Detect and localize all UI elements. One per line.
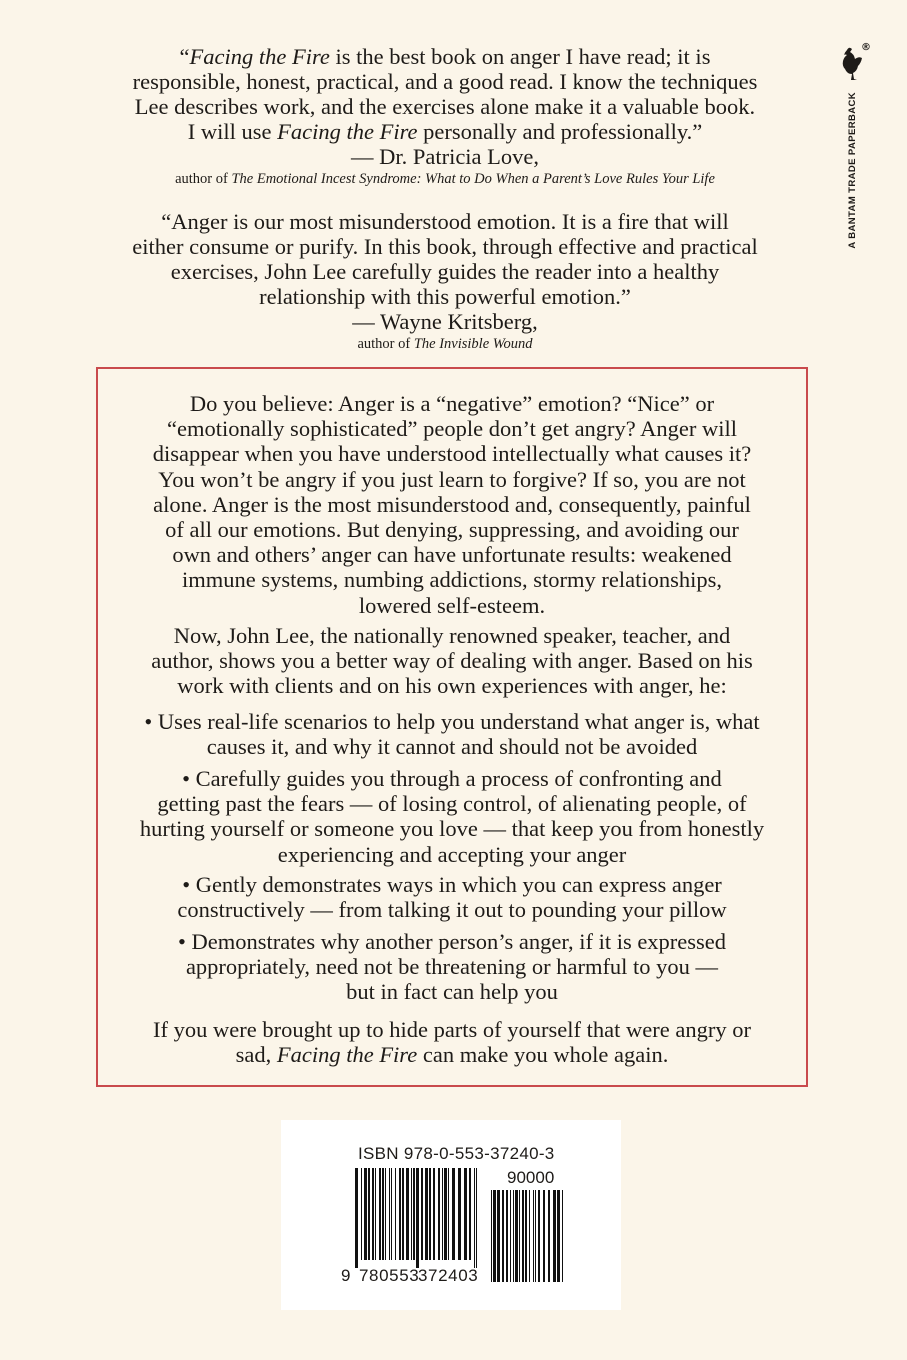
barcode-bar (553, 1190, 556, 1282)
barcode-bar (515, 1190, 518, 1282)
barcode-bar (406, 1168, 409, 1260)
isbn-label: ISBN 978-0-553-37240-3 (358, 1144, 555, 1163)
barcode-bar (543, 1190, 545, 1282)
barcode-bar (395, 1168, 396, 1260)
barcode-bar (535, 1190, 536, 1282)
rooster-icon (839, 42, 871, 82)
barcode-bar (421, 1168, 423, 1260)
quote-body: “Anger is our most misunderstood emotion. It is a fire that will either consume or purify. In this book, through effective and practical exercises, John Lee carefully guides the reader into a healthy relationship with this powerful emotion.” (132, 209, 758, 309)
endorsement-quote-kritsberg (100, 209, 790, 354)
barcode-bar (548, 1190, 550, 1282)
barcode-bar (464, 1168, 467, 1260)
barcode-bar (385, 1168, 386, 1260)
barcode-bar (448, 1168, 449, 1260)
barcode-bar (433, 1168, 435, 1260)
barcode-bar (391, 1168, 392, 1260)
barcode-bar (502, 1190, 504, 1282)
barcode-bar (506, 1190, 508, 1282)
barcode-bar (476, 1168, 477, 1268)
barcode-bar (493, 1190, 496, 1282)
barcode-bar (425, 1168, 428, 1260)
barcode-bar (469, 1168, 471, 1260)
price-code: 90000 (507, 1168, 555, 1187)
quote-body: “Facing the Fire is the best book on anger I have read; it is responsible, honest, practical, and a good read. I know the techniques Lee describes work, and the exercises alone make it a valuable book. I will use Facing the Fire personally and professionally.” (132, 44, 758, 144)
publisher-mark (837, 42, 871, 249)
author-credit: author of The Emotional Incest Syndrome: What to Do When a Parent’s Love Rules Your Life (175, 171, 715, 187)
barcode-bar (458, 1168, 461, 1260)
barcode-bar (474, 1168, 475, 1268)
barcode-bar (399, 1168, 401, 1260)
barcode-bar (429, 1168, 431, 1260)
barcode-bar (413, 1168, 415, 1260)
barcode-panel (281, 1120, 621, 1310)
barcode-bar (557, 1190, 560, 1282)
barcode-bar (372, 1168, 374, 1260)
barcode-bar (438, 1168, 440, 1260)
barcode-bar (529, 1190, 530, 1282)
book-title: Facing the Fire (276, 1042, 418, 1068)
closing-paragraph: If you were brought up to hide parts of yourself that were angry or sad, Facing the Fire can make you whole again. (153, 1017, 751, 1068)
barcode-bar (442, 1168, 443, 1260)
registered-mark: ® (861, 42, 871, 53)
barcode-bar (375, 1168, 376, 1260)
barcode-bar (416, 1168, 419, 1268)
quote-attribution: — Wayne Kritsberg, (352, 309, 538, 334)
barcode-bar (402, 1168, 404, 1260)
author-paragraph: Now, John Lee, the nationally renowned speaker, teacher, and author, shows you a better way of dealing with anger. Based on his work with clients and on his own experiences with anger, he: (151, 623, 753, 699)
barcode-bar (533, 1190, 534, 1282)
barcode-bar (510, 1190, 511, 1282)
barcode-bar (452, 1168, 455, 1260)
barcode-bar (519, 1190, 520, 1282)
endorsement-quote-love (100, 44, 790, 189)
barcode-bar (444, 1168, 447, 1260)
barcode-bar (361, 1168, 362, 1260)
intro-paragraph: Do you believe: Anger is a “negative” emotion? “Nice” or “emotionally sophisticated” people don’t get angry? Anger will disappear when you have understood intellectually what causes it? You won’t be angry if you just learn to forgive? If so, you are not alone. Anger is the most misunderstood and, consequently, painful of all our emotions. But denying, suppressing, and avoiding our own and others’ anger can have unfortunate results: weakened immune systems, numbing addictions, stormy relationships, lowered self-esteem. (152, 391, 752, 618)
description-box (96, 367, 808, 1087)
barcode-bar (379, 1168, 381, 1260)
author-credit: author of The Invisible Wound (357, 336, 533, 352)
barcode-digits-right: 372403 (418, 1266, 479, 1285)
book-title: Facing the Fire (277, 119, 418, 144)
imprint-label: A BANTAM TRADE PAPERBACK (846, 92, 858, 249)
barcode-bar (368, 1168, 370, 1260)
bullet-item: • Demonstrates why another person’s anger, if it is expressed appropriately, need not be threatening or harmful to you — but in fact can help you (177, 929, 727, 1005)
barcode-bar (497, 1190, 500, 1282)
bullet-item: • Gently demonstrates ways in which you can express anger constructively — from talking it out to pounding your pillow (177, 872, 727, 923)
barcode-bar (522, 1190, 524, 1282)
barcode-bar (364, 1168, 367, 1260)
barcode-bar (411, 1168, 412, 1260)
bullet-item: • Carefully guides you through a process of confronting and getting past the fears — of losing control, of alienating people, of hurting yourself or someone you love — that keep you from honestly experiencing and accepting your anger (139, 766, 765, 867)
barcode-bar (389, 1168, 390, 1260)
barcode-digits-left: 780553 (359, 1266, 420, 1285)
barcode-bar (513, 1190, 514, 1282)
barcode-bar (538, 1190, 540, 1282)
barcode-bar (562, 1190, 563, 1282)
barcode-bar (382, 1168, 384, 1260)
barcode-bar (355, 1168, 358, 1268)
bullet-item: • Uses real-life scenarios to help you understand what anger is, what causes it, and why it cannot and should not be avoided (144, 709, 760, 760)
barcode-lead-digit: 9 (341, 1266, 351, 1285)
book-title: Facing the Fire (189, 44, 330, 69)
barcode-bar (491, 1190, 492, 1282)
quote-attribution: — Dr. Patricia Love, (350, 144, 540, 169)
barcode-bar (525, 1190, 527, 1282)
